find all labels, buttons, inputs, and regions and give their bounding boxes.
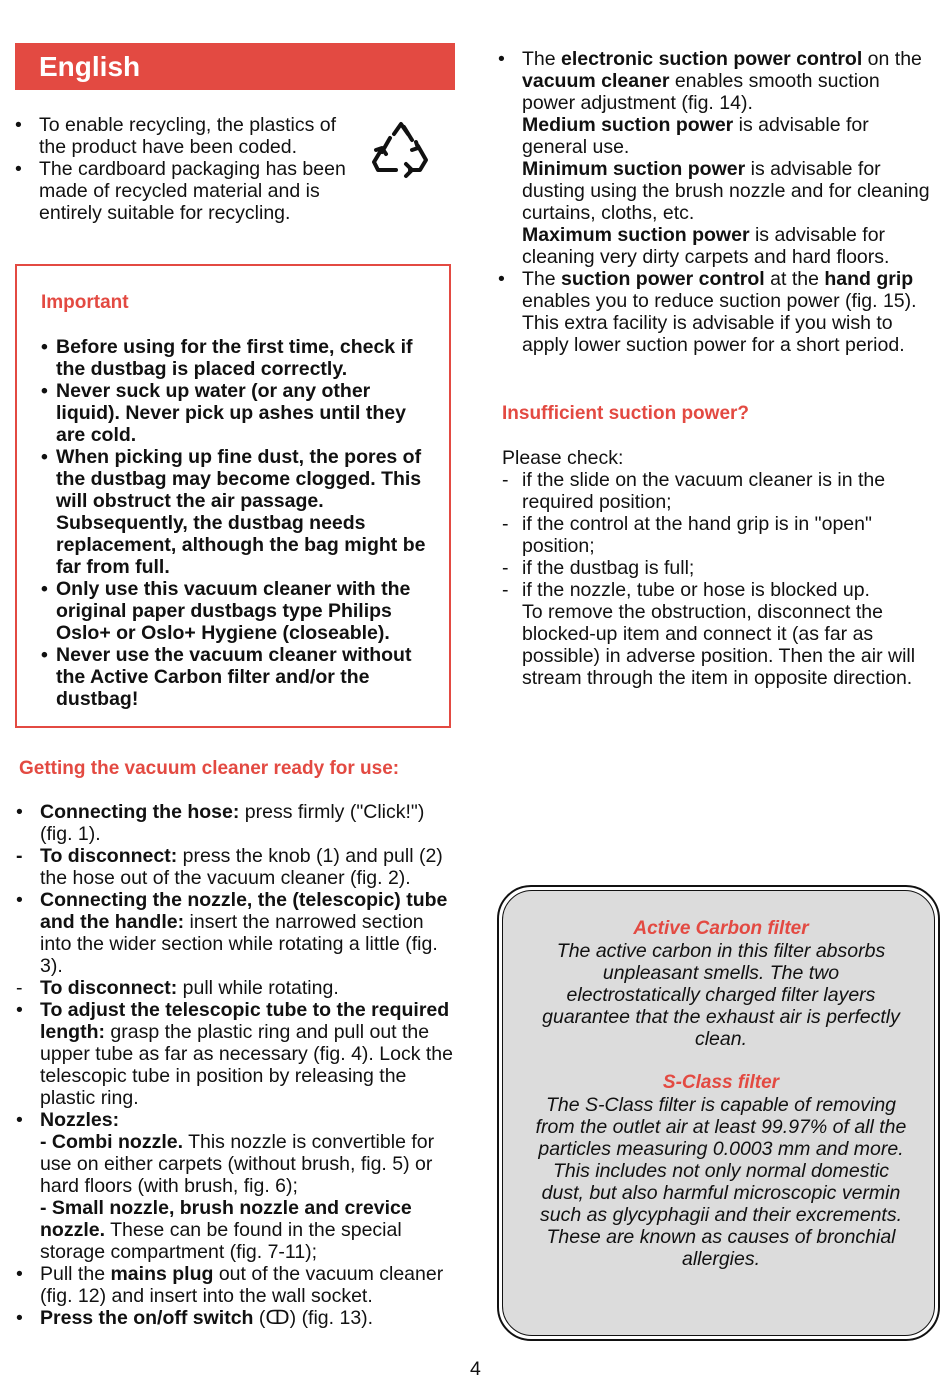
sclass-filter-title: S-Class filter: [662, 1072, 780, 1093]
list-item: • Press the on/off switch (ↀ) (fig. 13).: [16, 1307, 374, 1329]
carbon-filter-title: Active Carbon filter: [633, 918, 809, 939]
sclass-filter-text-2: This includes not only normal domestic dust, but also harmful microscopic vermin such as glycyphagii and their excrements. These are known as causes of bronchial allergies.: [539, 1160, 903, 1270]
list-item: • To adjust the telescopic tube to the required length: grasp the plastic ring and pull out the upper tube as far as necessary (fig. 4). Lock the telescopic tube in position by releasing the plastic ring.: [16, 999, 453, 1109]
getting-ready-list: [16, 801, 456, 1329]
filter-info-box: [497, 885, 940, 1341]
language-header: [15, 43, 455, 90]
list-item: • The suction power control at the hand grip enables you to reduce suction power (fig. 15). This extra facility is advisable if you wish to apply lower suction power for a short period.: [498, 268, 917, 356]
list-item: - To disconnect: pull while rotating.: [16, 977, 339, 999]
list-item: • Pull the mains plug out of the vacuum cleaner (fig. 12) and insert into the wall socket.: [16, 1263, 444, 1307]
list-item: • Connecting the nozzle, the (telescopic) tube and the handle: insert the narrowed section into the wider section while rotating a little (fig. 3).: [16, 889, 448, 977]
list-item: • Before using for the first time, check if the dustbag is placed correctly.: [41, 336, 413, 380]
list-item: - To disconnect: press the knob (1) and pull (2) the hose out of the vacuum cleaner (fig. 2).: [16, 845, 443, 889]
power-icon: ↀ: [265, 1307, 290, 1329]
list-item: • Connecting the hose: press firmly ("Click!") (fig. 1).: [16, 801, 425, 845]
list-item: • Never use the vacuum cleaner without the Active Carbon filter and/or the dustbag!: [41, 644, 412, 710]
list-item: - if the nozzle, tube or hose is blocked up. To remove the obstruction, disconnect the blocked-up item and connect it (as far as possible) in adverse position. Then the air will stream through the item in opposite direction.: [502, 579, 916, 689]
filter-text: [535, 918, 907, 1270]
list-item: - if the slide on the vacuum cleaner is in the required position;: [502, 469, 886, 513]
page-number: 4: [470, 1358, 481, 1380]
list-item: • When picking up fine dust, the pores of the dustbag may become clogged. This will obstruct the air passage. Subsequently, the dustbag needs replacement, although the bag might be far from full.: [41, 446, 426, 578]
suction-section: [498, 48, 938, 356]
recycling-section: [15, 114, 360, 224]
list-item: • Never suck up water (or any other liquid). Never pick up ashes until they are cold.: [41, 380, 406, 446]
list-item: • To enable recycling, the plastics of the product have been coded.: [15, 114, 336, 158]
carbon-filter-text: The active carbon in this filter absorbs unpleasant smells. The two electrostatically charged filter layers guarantee that the exhaust air is perfectly clean.: [542, 940, 900, 1050]
list-item: • The cardboard packaging has been made of recycled material and is entirely suitable for recycling.: [15, 158, 346, 224]
getting-ready-title: Getting the vacuum cleaner ready for use:: [19, 758, 400, 779]
list-item: - if the dustbag is full;: [502, 557, 695, 579]
important-list: [41, 336, 437, 710]
insufficient-title: Insufficient suction power?: [502, 403, 750, 424]
important-box: [15, 264, 451, 728]
important-title: Important: [41, 292, 129, 313]
recycle-icon: [368, 120, 434, 182]
list-item: • The electronic suction power control on the vacuum cleaner enables smooth suction power adjustment (fig. 14). Medium suction power is advisable for general use. Minimum suction power is advisable for dusting using the brush nozzle and for cleaning curtains, cloths, etc. Maximum suction power is advisable for cleaning very dirty carpets and hard floors.: [498, 48, 930, 268]
list-item: - if the control at the hand grip is in "open" position;: [502, 513, 872, 557]
list-item: • Nozzles: - Combi nozzle. This nozzle is convertible for use on either carpets (without brush, fig. 5) or hard floors (with brush, fig. 6); - Small nozzle, brush nozzle and crevice nozzle. These can be found in the special storage compartment (fig. 7-11);: [16, 1109, 435, 1263]
sclass-filter-text: The S-Class filter is capable of removing from the outlet air at least 99.97% of all the particles measuring 0.0003 mm and more.: [535, 1094, 907, 1160]
check-intro: Please check:: [502, 447, 624, 469]
list-item: • Only use this vacuum cleaner with the original paper dustbags type Philips Oslo+ or Oslo+ Hygiene (closeable).: [41, 578, 411, 644]
language-title: English: [39, 51, 141, 82]
insufficient-section: [502, 447, 938, 689]
